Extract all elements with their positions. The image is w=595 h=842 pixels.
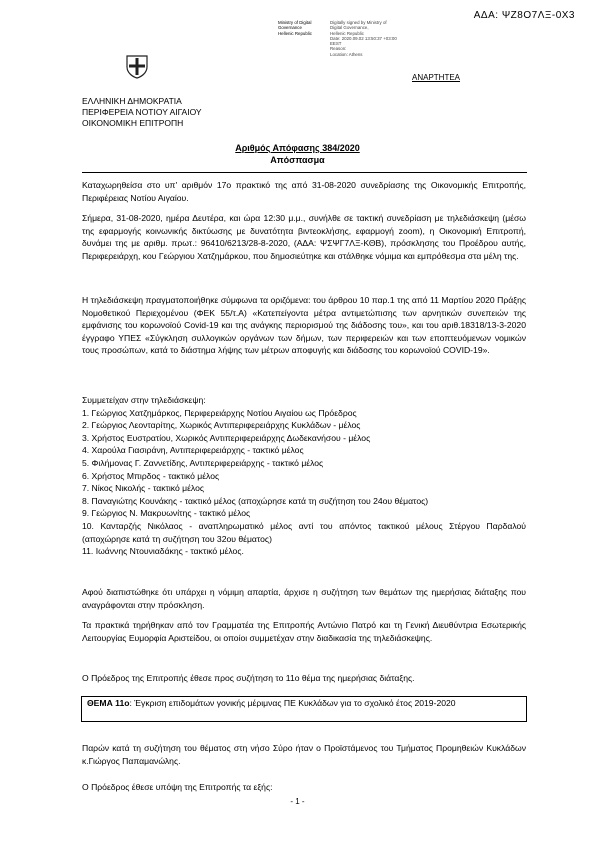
intro-paragraph: Καταχωρηθείσα στο υπ' αριθμόν 17ο πρακτικό της από 31-08-2020 συνεδρίασης της Οικονομικής Επιτροπής, Περιφέρειας Νοτίου Αιγαίου. <box>82 180 526 203</box>
signature-left-line: Hellenic Republic <box>278 30 312 36</box>
minutes-paragraph: Τα πρακτικά τηρήθηκαν από τον Γραμματέα της Επιτροπής Αντώνιο Πατρό και τη Γενική Διευθύντρια Εσωτερικής Λειτουργίας Ευμορφία Αριστείδου, οι οποίοι συμμετέχαν στην διαδικασία της τηλεδιάσκεψης. <box>82 620 526 643</box>
topic-box <box>81 696 527 722</box>
ada-code: ΑΔΑ: ΨΖ8Ο7ΛΞ-0Χ3 <box>473 10 575 21</box>
digital-signature-block <box>278 20 397 57</box>
organization-header <box>82 96 202 129</box>
list-item: 10. Κανταρζής Νικόλαος - αναπληρωματικό μέλος αντί του απόντος τακτικού μέλους Στέργου Παρδαλού (αποχώρησε κατά τη συζήτηση του 32ου θέματος) <box>82 520 526 544</box>
signature-right-line: Hellenic Republic <box>330 30 364 36</box>
signature-right-line: Digitally signed by Ministry of <box>330 20 387 25</box>
signature-right-line: EEST <box>330 41 342 47</box>
org-line: ΟΙΚΟΝΟΜΙΚΗ ΕΠΙΤΡΟΠΗ <box>82 118 184 128</box>
present-paragraph: Παρών κατά τη συζήτηση του θέματος στη νήσο Σύρο ήταν ο Προϊστάμενος του Τμήματος Προμηθειών Κυκλάδων κ.Γιώργος Παπαμανώλης. <box>82 743 526 766</box>
topic-label: ΘΕΜΑ 11ο <box>87 698 130 708</box>
quorum-paragraph: Αφού διαπιστώθηκε ότι υπάρχει η νόμιμη απαρτία, άρχισε η συζήτηση των θεμάτων της ημερήσιας διάταξης που αναγράφονται στην πρόσκληση. <box>82 587 526 610</box>
signature-right-line: Date: 2020.09.02 13:50:37 +03:00 <box>330 35 397 41</box>
list-item: 7. Νίκος Νικολής - τακτικό μέλος <box>82 483 205 494</box>
greek-coat-of-arms-icon <box>126 55 148 79</box>
page-number: - 1 - <box>290 797 305 806</box>
session-paragraph: Σήμερα, 31-08-2020, ημέρα Δευτέρα, και ώρα 12:30 μ.μ., συνήλθε σε τακτική συνεδρίαση με τηλεδιάσκεψη (μέσω της εφαρμογής κοινωνικής δικτύωσης με δυνατότητα βιντεοκλήσης, εφαρμογή zoom), η Οικονομική Επιτροπή, δυνάμει της με αριθμ. πρωτ.: 96410/6213/28-8-2020, (ΑΔΑ: ΨΣΨΓ7ΛΞ-ΚΘΒ), πρόσκλησης του Προέδρου αυτής, Περιφερειάρχη, κου Γεώργιου Χατζημάρκου, που δημοσιεύτηκε και στάλθηκε νόμιμα και εμπρόθεσμα στα μέλη της. <box>82 213 526 261</box>
list-item: 9. Γεώργιος Ν. Μακρυωνίτης - τακτικό μέλος <box>82 508 251 519</box>
decision-subtitle: Απόσπασμα <box>270 155 325 165</box>
teleconference-paragraph: Η τηλεδιάσκεψη πραγματοποιήθηκε σύμφωνα τα οριζόμενα: του άρθρου 10 παρ.1 της από 11 Μαρτίου 2020 Πράξης Νομοθετικού Περιεχομένου (ΦΕΚ 55/τ.Α) «Κατεπείγοντα μέτρα αντιμετώπισης των αρνητικών συνεπειών της εμφάνισης του κορωνοϊού Covid-19 και της ανάγκης περιορισμού της διάδοσης του», και του αριθ.18318/13-3-2020 έγγραφο ΥΠΕΣ «Σύγκληση συλλογικών οργάνων των δήμων, των περιφερειών και των εποπτευόμενων νομικών τους προσώπων, κατά το διάστημα λήψης των μέτρων αποφυγής και διάδοσης του κορωνοϊού COVID-19». <box>82 295 526 356</box>
signature-right-line: Reason: <box>330 46 347 52</box>
closing-paragraph: Ο Πρόεδρος έθεσε υπόψη της Επιτροπής τα εξής: <box>82 782 273 792</box>
org-line: ΕΛΛΗΝΙΚΗ ΔΗΜΟΚΡΑΤΙΑ <box>82 96 182 106</box>
list-item: 4. Χαρούλα Γιασιράνη, Αντιπεριφερειάρχης - τακτικό μέλος <box>82 445 304 456</box>
list-item: 3. Χρήστος Ευστρατίου, Χωρικός Αντιπεριφερειάρχης Δωδεκανήσου - μέλος <box>82 432 371 443</box>
list-item: 5. Φιλήμονας Γ. Ζαννετίδης, Αντιπεριφερειάρχης - τακτικό μέλος <box>82 457 324 468</box>
list-item: 11. Ιωάννης Ντουνιαδάκης - τακτικό μέλος. <box>82 546 244 557</box>
decision-title: Αριθμός Απόφασης 384/2020 <box>235 143 360 153</box>
org-line: ΠΕΡΙΦΕΡΕΙΑ ΝΟΤΙΟΥ ΑΙΓΑΙΟΥ <box>82 107 202 117</box>
topic-intro-paragraph: Ο Πρόεδρος της Επιτροπής έθεσε προς συζήτηση το 11ο θέμα της ημερήσιας διάταξης. <box>82 673 415 683</box>
signature-right-line: Location: Athens <box>330 51 363 57</box>
signature-left-line: Governance <box>278 25 302 31</box>
participants-intro: Συμμετείχαν στην τηλεδιάσκεψη: <box>82 395 206 405</box>
divider <box>82 172 527 173</box>
list-item: 6. Χρήστος Μπιρδος - τακτικό μέλος <box>82 470 220 481</box>
posted-label: ΑΝΑΡΤΗΤΕΑ <box>412 73 461 82</box>
topic-text: : Έγκριση επιδομάτων γονικής μέριμνας ΠΕ Κυκλάδων για το σχολικό έτος 2019-2020 <box>129 698 456 708</box>
list-item: 8. Παναγιώτης Κουνάκης - τακτικό μέλος (αποχώρησε κατά τη συζήτηση του 24ου θέματος) <box>82 495 429 506</box>
participants-list <box>82 394 526 558</box>
list-item: 1. Γεώργιος Χατζημάρκος, Περιφερειάρχης Νοτίου Αιγαίου ως Πρόεδρος <box>82 407 357 418</box>
signature-left-line: Ministry of Digital <box>278 20 312 25</box>
list-item: 2. Γεώργιος Λεονταρίτης, Χωρικός Αντιπεριφερειάρχης Κυκλάδων - μέλος <box>82 420 361 431</box>
signature-right-line: Digital Governance, <box>330 25 369 31</box>
